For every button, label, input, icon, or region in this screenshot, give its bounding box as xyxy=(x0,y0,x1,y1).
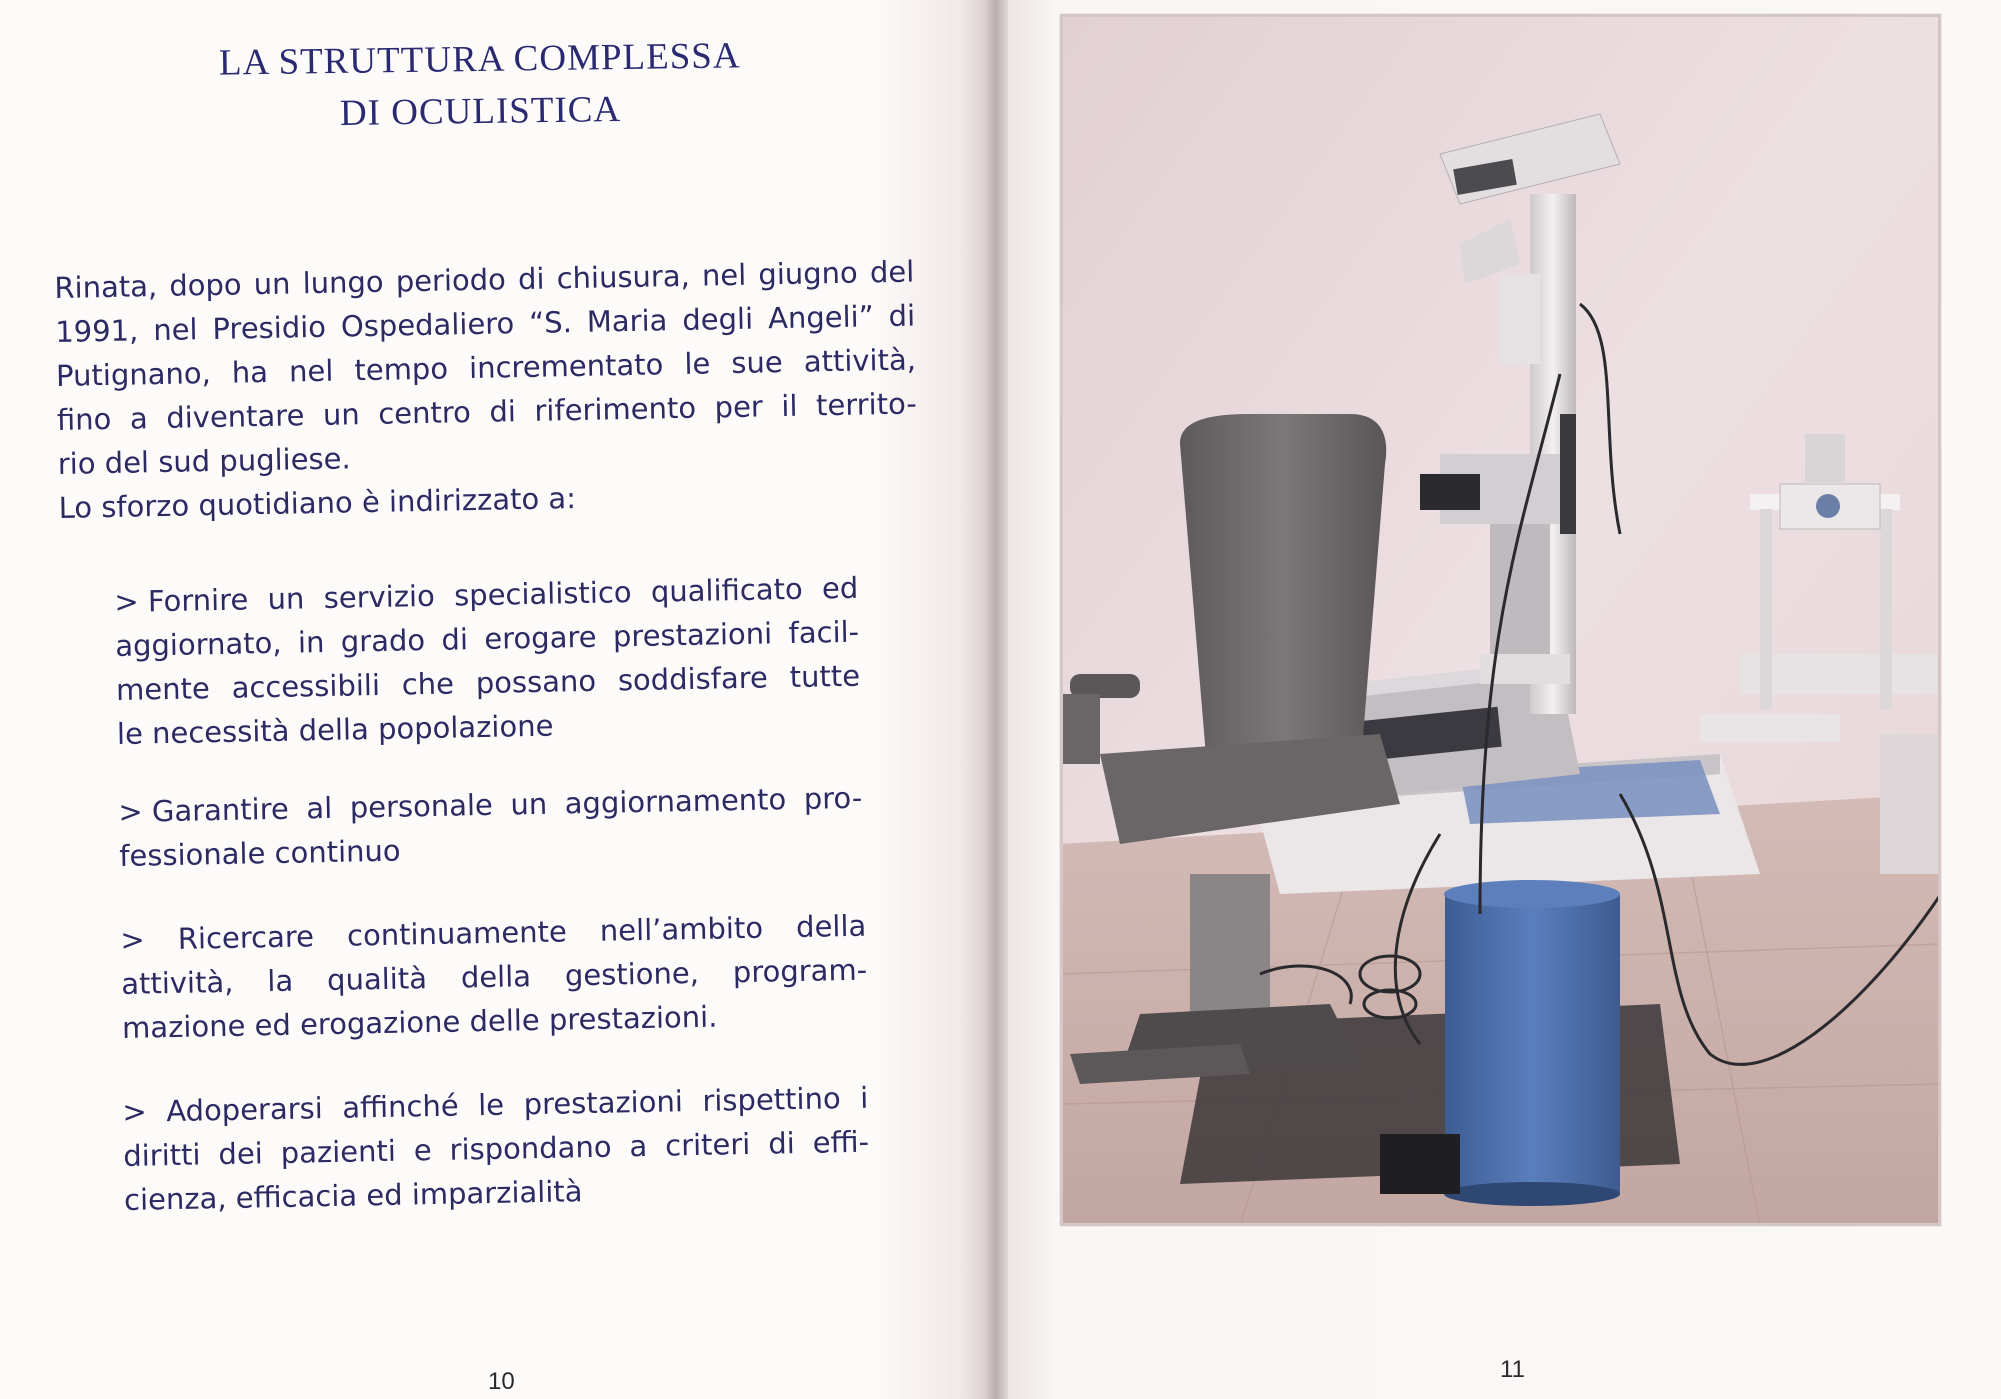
word: Ospedaliero xyxy=(340,306,515,344)
word: il xyxy=(781,388,798,424)
page-title xyxy=(0,27,961,144)
word: rispettino xyxy=(702,1081,841,1118)
word: > xyxy=(122,1094,148,1129)
word: un xyxy=(322,397,361,432)
word: le xyxy=(684,346,711,381)
word: di xyxy=(888,298,916,333)
word: attività, xyxy=(803,342,917,379)
word: di xyxy=(441,622,469,657)
text-line: fessionale continuo xyxy=(118,833,401,873)
word: Angeli” xyxy=(767,299,874,336)
word: nel xyxy=(701,257,747,293)
text-line: Lo sforzo quotidiano è indirizzato a: xyxy=(58,481,577,525)
word: > Garantire xyxy=(118,791,290,829)
word: nel xyxy=(152,312,198,348)
intro-paragraph xyxy=(54,249,929,530)
word: della xyxy=(795,908,867,945)
word: territo- xyxy=(815,386,918,423)
word: qualità xyxy=(326,961,428,998)
word: criteri xyxy=(664,1126,751,1163)
text-line: mazione ed erogazione delle prestazioni. xyxy=(121,999,718,1045)
word: incrementato xyxy=(468,347,664,386)
text-line: cienza, efficacia ed imparzialità xyxy=(123,1174,583,1217)
word: la xyxy=(267,963,294,999)
word: rispondano xyxy=(449,1129,612,1167)
word: sue xyxy=(731,345,784,381)
word: accessibili xyxy=(231,667,381,705)
bullet-item xyxy=(114,566,861,756)
word: diventare xyxy=(165,398,305,435)
word: pazienti xyxy=(280,1133,397,1170)
word: Adoperarsi xyxy=(165,1091,324,1129)
word: Presidio xyxy=(212,309,327,346)
word: gestione, xyxy=(564,955,700,993)
word: Ricercare xyxy=(177,919,315,956)
word: fino xyxy=(56,401,112,437)
word: che xyxy=(401,666,455,702)
word: mente xyxy=(115,671,211,707)
page-title-line: LA STRUTTURA COMPLESSA xyxy=(218,35,741,84)
word: ha xyxy=(231,354,269,390)
word: riferimento xyxy=(534,390,697,428)
word: “S. xyxy=(528,305,573,340)
word: qualificato xyxy=(650,571,803,609)
word: tempo xyxy=(354,351,449,388)
word: per xyxy=(714,389,764,425)
word: in xyxy=(297,624,325,660)
word: Putignano, xyxy=(55,356,212,393)
word: prestazioni xyxy=(523,1084,684,1122)
word: a xyxy=(629,1128,648,1164)
word: possano xyxy=(475,663,597,701)
word: centro xyxy=(377,395,472,431)
word: e xyxy=(413,1133,432,1168)
page-number: 11 xyxy=(1500,1356,1525,1383)
photo-drawing xyxy=(1060,14,1941,1226)
word: al xyxy=(306,790,333,826)
word: pro- xyxy=(803,780,863,816)
word: effi- xyxy=(812,1124,870,1160)
word: un xyxy=(253,266,291,302)
word: > xyxy=(120,922,146,957)
word: Rinata, xyxy=(54,269,158,305)
word: soddisfare xyxy=(617,660,769,698)
word: aggiornato, xyxy=(114,625,282,663)
word: chiusura, xyxy=(556,258,691,296)
text-line: rio del sud pugliese. xyxy=(57,441,351,481)
chair-base xyxy=(1190,874,1270,1014)
word: di xyxy=(489,394,517,429)
word: tutte xyxy=(789,658,861,695)
word: di xyxy=(517,261,545,297)
page-number: 10 xyxy=(488,1368,515,1395)
word: giugno xyxy=(758,255,859,292)
word: prestazioni xyxy=(612,616,773,654)
word: erogare xyxy=(484,619,597,656)
word: i xyxy=(859,1080,869,1115)
word: periodo xyxy=(395,262,507,299)
bullet-item xyxy=(118,776,864,878)
word: attività, xyxy=(120,964,234,1001)
word: > Fornire xyxy=(114,582,249,619)
word: facil- xyxy=(788,614,860,651)
word: nel xyxy=(288,353,334,389)
word: della xyxy=(460,959,532,995)
word: nell’ambito xyxy=(599,910,764,948)
word: del xyxy=(869,254,915,290)
word: lungo xyxy=(302,264,384,301)
foot-pedal xyxy=(1380,1134,1460,1194)
word: grado xyxy=(340,623,426,659)
word: un xyxy=(510,786,548,822)
text-line: le necessità della popolazione xyxy=(116,708,554,751)
word: affinché xyxy=(341,1088,459,1125)
word: diritti xyxy=(122,1137,201,1173)
word: ed xyxy=(821,570,859,606)
word: degli xyxy=(681,301,754,337)
left-page xyxy=(0,0,988,1399)
word: program- xyxy=(732,952,868,990)
word: servizio xyxy=(323,578,436,615)
bullet-item xyxy=(120,904,868,1050)
word: aggiornamento xyxy=(564,782,787,821)
ophthalmology-room-photo xyxy=(1060,14,1941,1226)
word: 1991, xyxy=(54,313,139,349)
page-title-line: DI OCULISTICA xyxy=(339,89,622,134)
word: le xyxy=(477,1087,505,1123)
word: un xyxy=(267,581,305,617)
book-gutter xyxy=(984,0,1010,1399)
bullet-item xyxy=(122,1076,870,1222)
table-column xyxy=(1445,894,1620,1194)
word: di xyxy=(767,1126,796,1161)
word: continuamente xyxy=(346,914,568,953)
word: dopo xyxy=(168,267,242,303)
word: a xyxy=(129,401,149,436)
word: specialistico xyxy=(453,575,632,613)
word: personale xyxy=(349,787,494,825)
word: Maria xyxy=(586,303,668,339)
word: dei xyxy=(218,1136,264,1172)
